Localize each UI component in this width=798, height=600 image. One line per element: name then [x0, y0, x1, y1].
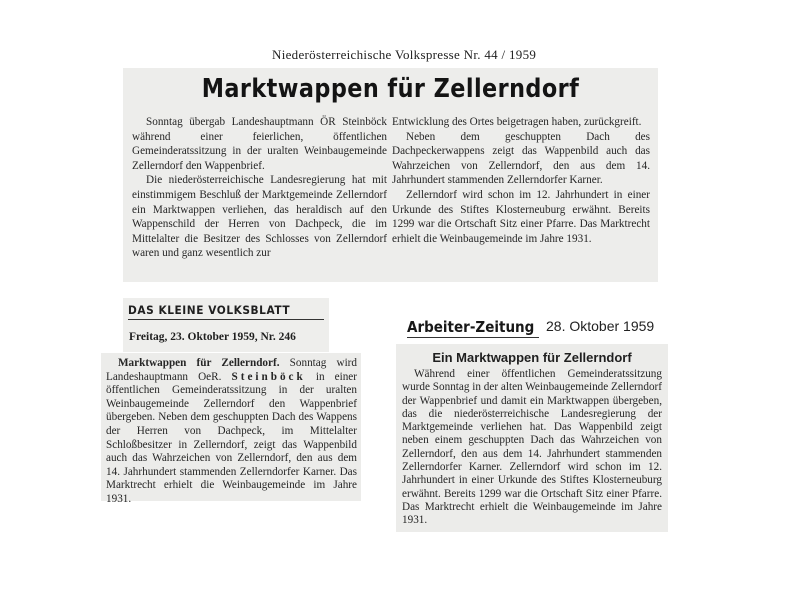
source-caption: Niederösterreichische Volkspresse Nr. 44 / 1959	[272, 47, 537, 62]
volksblatt-text-b: in einer öffentlichen Gemeinderatssitzung in der uralten Weinbaugemeinde Zellerndorf den Wappenbrief übergeben. Neben dem geschuppten Dach des Wappens der Herren von Dachpeck, im Mittelalter Schloßbesitzer in Zellerndorf, zeigt das Wappenbild auch das Wahrzeichen von Zellerndorf, den aus dem 14. Jahrhundert stammenden Zellerndorfer Karner. Das Marktrecht erhielt die Weinbaugemeinde im Jahre 1931.	[106, 370, 357, 505]
volksblatt-text-a: Sonntag wird Landeshauptmann OeR.	[106, 357, 357, 383]
main-article-column-2	[392, 115, 650, 246]
volksblatt-body-clipping	[101, 353, 361, 505]
main-article-column-1	[132, 115, 387, 261]
arbeiter-zeitung-paragraph: Während einer öffentlichen Gemeinderatssitzung wurde Sonntag in der alten Weinbaugemeinde Zellerndorf der Wappenbrief und damit ein Marktwappen übergeben, das die niederösterreichische Landesregierung der Marktgemeinde verliehen hat. Das Wappenbild zeigt neben einem geschuppten Dach das Wahrzeichen von Zellerndorf, den aus dem 14. Jahrhundert stammenden Zellerndorfer Karner. Zellerndorf wird schon im 12. Jahrhundert in einer Urkunde des Stiftes Klosterneuburg erwähnt. Bereits 1299 war die Ortschaft Sitz einer Pfarre. Das Marktrecht erhielt die Weinbaugemeinde im Jahre 1931.	[402, 368, 662, 527]
main-col1-paragraph: Die niederösterreichische Landesregierung hat mit einstimmigem Beschluß der Marktgemeinde Zellerndorf ein Marktwappen verliehen, das heraldisch auf den Wappenschild der Herren von Dachpeck, die im Mittelalter die Besitzer des Schlosses von Zellerndorf waren und ganz wesentlich zur	[132, 174, 387, 260]
arbeiter-zeitung-masthead: Arbeiter-Zeitung	[407, 318, 535, 336]
main-headline: Marktwappen für Zellerndorf	[201, 74, 580, 104]
main-col2-paragraph: Entwicklung des Ortes beigetragen haben, zurückgreift.	[392, 116, 642, 128]
main-col2-paragraph: Neben dem geschuppten Dach des Dachpeckerwappens zeigt das Wappenbild auch das Wahrzeichen von Zellerndorf, den aus dem 14. Jahrhundert stammenden Zellerndorfer Karner.	[392, 130, 650, 187]
arbeiter-zeitung-headline: Ein Marktwappen für Zellerndorf	[432, 350, 632, 365]
volksblatt-rule	[128, 319, 324, 320]
arbeiter-zeitung-rule	[407, 337, 539, 338]
main-article-clipping	[123, 68, 658, 282]
volksblatt-spaced-name: Steinböck	[231, 370, 306, 383]
main-col1-paragraph: Sonntag übergab Landeshauptmann ÖR Steinböck während einer feierlichen, öffentlichen Gemeinderatssitzung in der uralten Weinbaugemeinde Zellerndorf den Wappenbrief.	[132, 116, 387, 172]
arbeiter-zeitung-clipping	[396, 344, 668, 532]
volksblatt-article	[106, 357, 357, 507]
arbeiter-zeitung-date: 28. Oktober 1959	[546, 318, 655, 334]
volksblatt-paragraph	[106, 357, 357, 507]
volksblatt-lead: Marktwappen für Zellerndorf.	[118, 357, 280, 369]
volksblatt-date: Freitag, 23. Oktober 1959, Nr. 246	[129, 331, 296, 343]
volksblatt-masthead: DAS KLEINE VOLKSBLATT	[128, 303, 291, 317]
arbeiter-zeitung-article	[402, 368, 662, 528]
volksblatt-header-clipping	[123, 298, 329, 352]
main-col2-paragraph: Zellerndorf wird schon im 12. Jahrhundert in einer Urkunde des Stiftes Klosterneuburg erwähnt. Bereits 1299 war die Ortschaft Sitz einer Pfarre. Das Marktrecht erhielt die Weinbaugemeinde im Jahre 1931.	[392, 188, 650, 245]
